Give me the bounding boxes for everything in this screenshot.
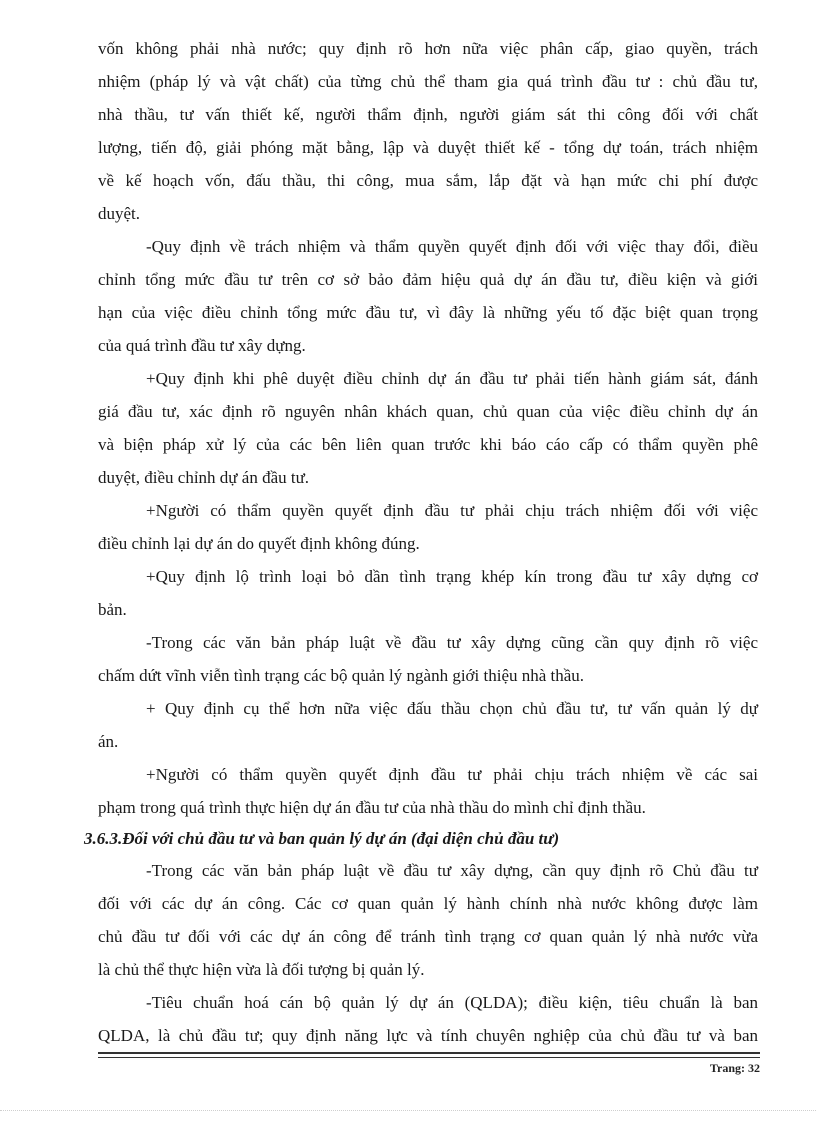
text-line: QLDA, là chủ đầu tư; quy định năng lực và tính chuyên nghiệp của chủ đầu tư và ban xyxy=(98,1026,758,1045)
text-line: về kế hoạch vốn, đấu thầu, thi công, mua sắm, lắp đặt và hạn mức chi phí được xyxy=(98,171,758,190)
text-line: + Quy định cụ thể hơn nữa việc đấu thầu chọn chủ đầu tư, tư vấn quản lý dự xyxy=(146,699,758,718)
text-line: chỉnh tổng mức đầu tư trên cơ sở bảo đảm hiệu quả dự án đầu tư, điều kiện và giới xyxy=(98,270,758,289)
text-line: +Quy định khi phê duyệt điều chỉnh dự án đầu tư phải tiến hành giám sát, đánh xyxy=(146,369,758,388)
text-line: điều chỉnh lại dự án do quyết định không đúng. xyxy=(98,534,420,553)
text-line: đối với các dự án công. Các cơ quan quản lý hành chính nhà nước không được làm xyxy=(98,894,758,913)
text-line: giá đầu tư, xác định rõ nguyên nhân khách quan, chủ quan của việc điều chỉnh dự án xyxy=(98,402,758,421)
text-line: án. xyxy=(98,732,119,751)
text-line: vốn không phải nhà nước; quy định rõ hơn nữa việc phân cấp, giao quyền, trách xyxy=(98,39,758,58)
text-line: hạn của việc điều chỉnh tổng mức đầu tư, vì đây là những yếu tố đặc biệt quan trọng xyxy=(98,303,758,322)
footer-rule-thin xyxy=(98,1057,760,1058)
text-line: phạm trong quá trình thực hiện dự án đầu tư của nhà thầu do mình chỉ định thầu. xyxy=(98,798,646,817)
section-heading: 3.6.3.Đối với chủ đầu tư và ban quản lý dự án (đại diện chủ đầu tư) xyxy=(84,829,560,848)
text-line: nhà thầu, tư vấn thiết kế, người thẩm định, người giám sát thi công đối với chất xyxy=(98,105,758,124)
page-number: Trang: 32 xyxy=(709,1061,760,1075)
text-line: +Người có thẩm quyền quyết định đầu tư phải chịu trách nhiệm về các sai xyxy=(146,765,758,784)
text-line: -Tiêu chuẩn hoá cán bộ quản lý dự án (QLDA); điều kiện, tiêu chuẩn là ban xyxy=(146,993,758,1012)
text-line: duyệt. xyxy=(98,204,141,223)
text-line: duyệt, điều chỉnh dự án đầu tư. xyxy=(98,468,310,487)
text-line: nhiệm (pháp lý và vật chất) của từng chủ thể tham gia quá trình đầu tư : chủ đầu tư, xyxy=(98,72,758,91)
text-line: -Trong các văn bản pháp luật về đầu tư xây dựng, cần quy định rõ Chủ đầu tư xyxy=(146,861,758,880)
page-edge-divider xyxy=(0,1110,816,1111)
text-line: lượng, tiến độ, giải phóng mặt bằng, lập và duyệt thiết kế - tổng dự toán, trách nhiệm xyxy=(98,138,758,157)
text-line: -Trong các văn bản pháp luật về đầu tư xây dựng cũng cần quy định rõ việc xyxy=(146,633,758,652)
text-line: bản. xyxy=(98,600,127,619)
footer-rule xyxy=(98,1052,760,1054)
text-line: và biện pháp xử lý của các bên liên quan trước khi báo cáo cấp có thẩm quyền phê xyxy=(98,435,758,454)
text-line: của quá trình đầu tư xây dựng. xyxy=(98,336,306,355)
text-line: chủ đầu tư đối với các dự án công để tránh tình trạng cơ quan quản lý nhà nước vừa xyxy=(98,927,758,946)
text-line: +Người có thẩm quyền quyết định đầu tư phải chịu trách nhiệm đối với việc xyxy=(146,501,758,520)
text-line: chấm dứt vĩnh viễn tình trạng các bộ quản lý ngành giới thiệu nhà thầu. xyxy=(98,666,585,685)
text-line: +Quy định lộ trình loại bỏ dần tình trạng khép kín trong đầu tư xây dựng cơ xyxy=(146,567,758,586)
text-line: -Quy định về trách nhiệm và thẩm quyền quyết định đối với việc thay đổi, điều xyxy=(146,237,758,256)
text-line: là chủ thể thực hiện vừa là đối tượng bị quản lý. xyxy=(98,960,425,979)
